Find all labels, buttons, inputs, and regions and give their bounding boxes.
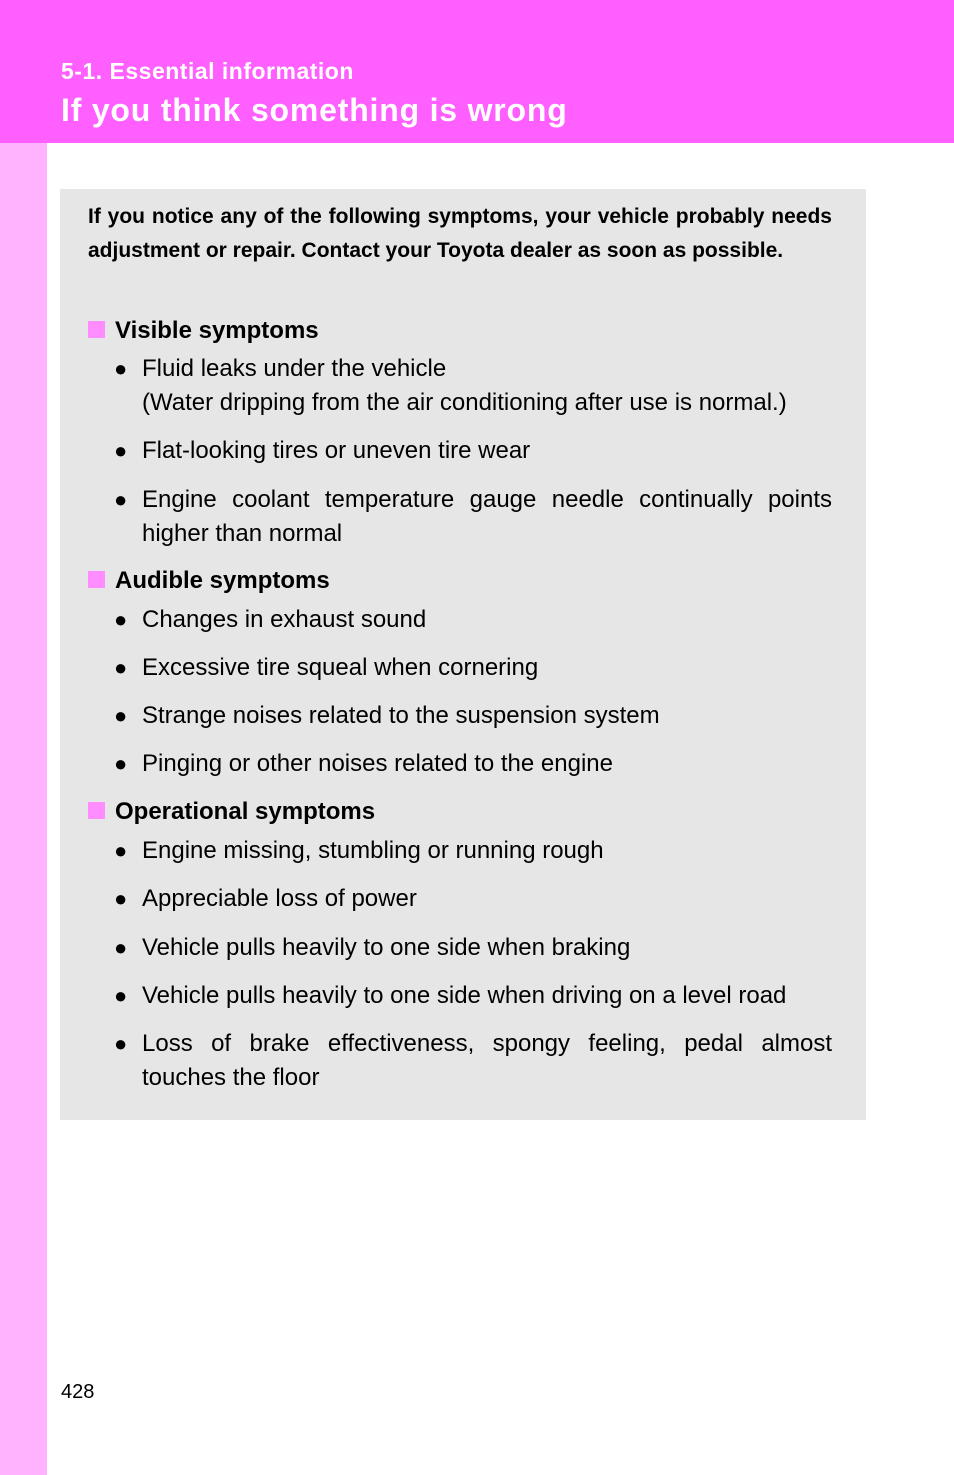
list-item: [114, 352, 832, 420]
item-text: Engine coolant temperature gauge needle continually points higher than normal: [142, 486, 832, 547]
list-item: [114, 931, 832, 965]
list-item: [114, 979, 832, 1013]
bullet-icon: ●: [114, 1031, 128, 1056]
bullet-icon: ●: [114, 886, 128, 911]
square-marker-icon: [88, 321, 105, 338]
bullet-icon: ●: [114, 983, 128, 1008]
square-marker-icon: [88, 802, 105, 819]
heading-audible-symptoms: [88, 566, 330, 596]
page-number: 428: [61, 1381, 95, 1403]
page-header: [0, 0, 954, 143]
list-item: [114, 651, 832, 685]
list-item: [114, 747, 832, 781]
heading-operational-symptoms: [88, 797, 375, 827]
list-item: [114, 882, 832, 916]
section-label: 5-1. Essential information: [61, 58, 354, 84]
list-item: [114, 834, 832, 868]
bullet-icon: ●: [114, 438, 128, 463]
item-text: Loss of brake effectiveness, spongy feeling, pedal almost touches the floor: [142, 1030, 832, 1091]
bullet-icon: ●: [114, 655, 128, 680]
bullet-icon: ●: [114, 487, 128, 512]
list-item: [114, 1027, 832, 1095]
item-text: Flat-looking tires or uneven tire wear: [142, 437, 531, 464]
heading-text: Audible symptoms: [115, 567, 330, 594]
heading-text: Visible symptoms: [115, 317, 319, 344]
item-text: Excessive tire squeal when cornering: [142, 654, 539, 681]
bullet-icon: ●: [114, 935, 128, 960]
bullet-icon: ●: [114, 356, 128, 381]
bullet-icon: ●: [114, 751, 128, 776]
heading-visible-symptoms: [88, 316, 319, 346]
bullet-icon: ●: [114, 607, 128, 632]
bullet-icon: ●: [114, 838, 128, 863]
square-marker-icon: [88, 571, 105, 588]
item-text: Appreciable loss of power: [142, 885, 417, 912]
item-text: Changes in exhaust sound: [142, 606, 427, 633]
item-note: (Water dripping from the air conditioning after use is normal.): [142, 389, 787, 416]
heading-text: Operational symptoms: [115, 798, 376, 825]
item-text: Vehicle pulls heavily to one side when braking: [142, 934, 631, 961]
item-text: Engine missing, stumbling or running rough: [142, 837, 604, 864]
intro-paragraph: If you notice any of the following symptoms, your vehicle probably needs adjustment or repair. Contact your Toyota dealer as soon as possible.: [88, 205, 832, 262]
list-item: [114, 603, 832, 637]
item-text: Pinging or other noises related to the engine: [142, 750, 613, 777]
item-text: Strange noises related to the suspension system: [142, 702, 660, 729]
bullet-icon: ●: [114, 703, 128, 728]
list-item: [114, 434, 832, 468]
item-text: Fluid leaks under the vehicle: [142, 355, 447, 382]
list-item: [114, 699, 832, 733]
side-color-strip: [0, 143, 47, 1475]
item-text: Vehicle pulls heavily to one side when driving on a level road: [142, 982, 787, 1009]
list-item: [114, 483, 832, 551]
page-title: If you think something is wrong: [61, 92, 568, 128]
